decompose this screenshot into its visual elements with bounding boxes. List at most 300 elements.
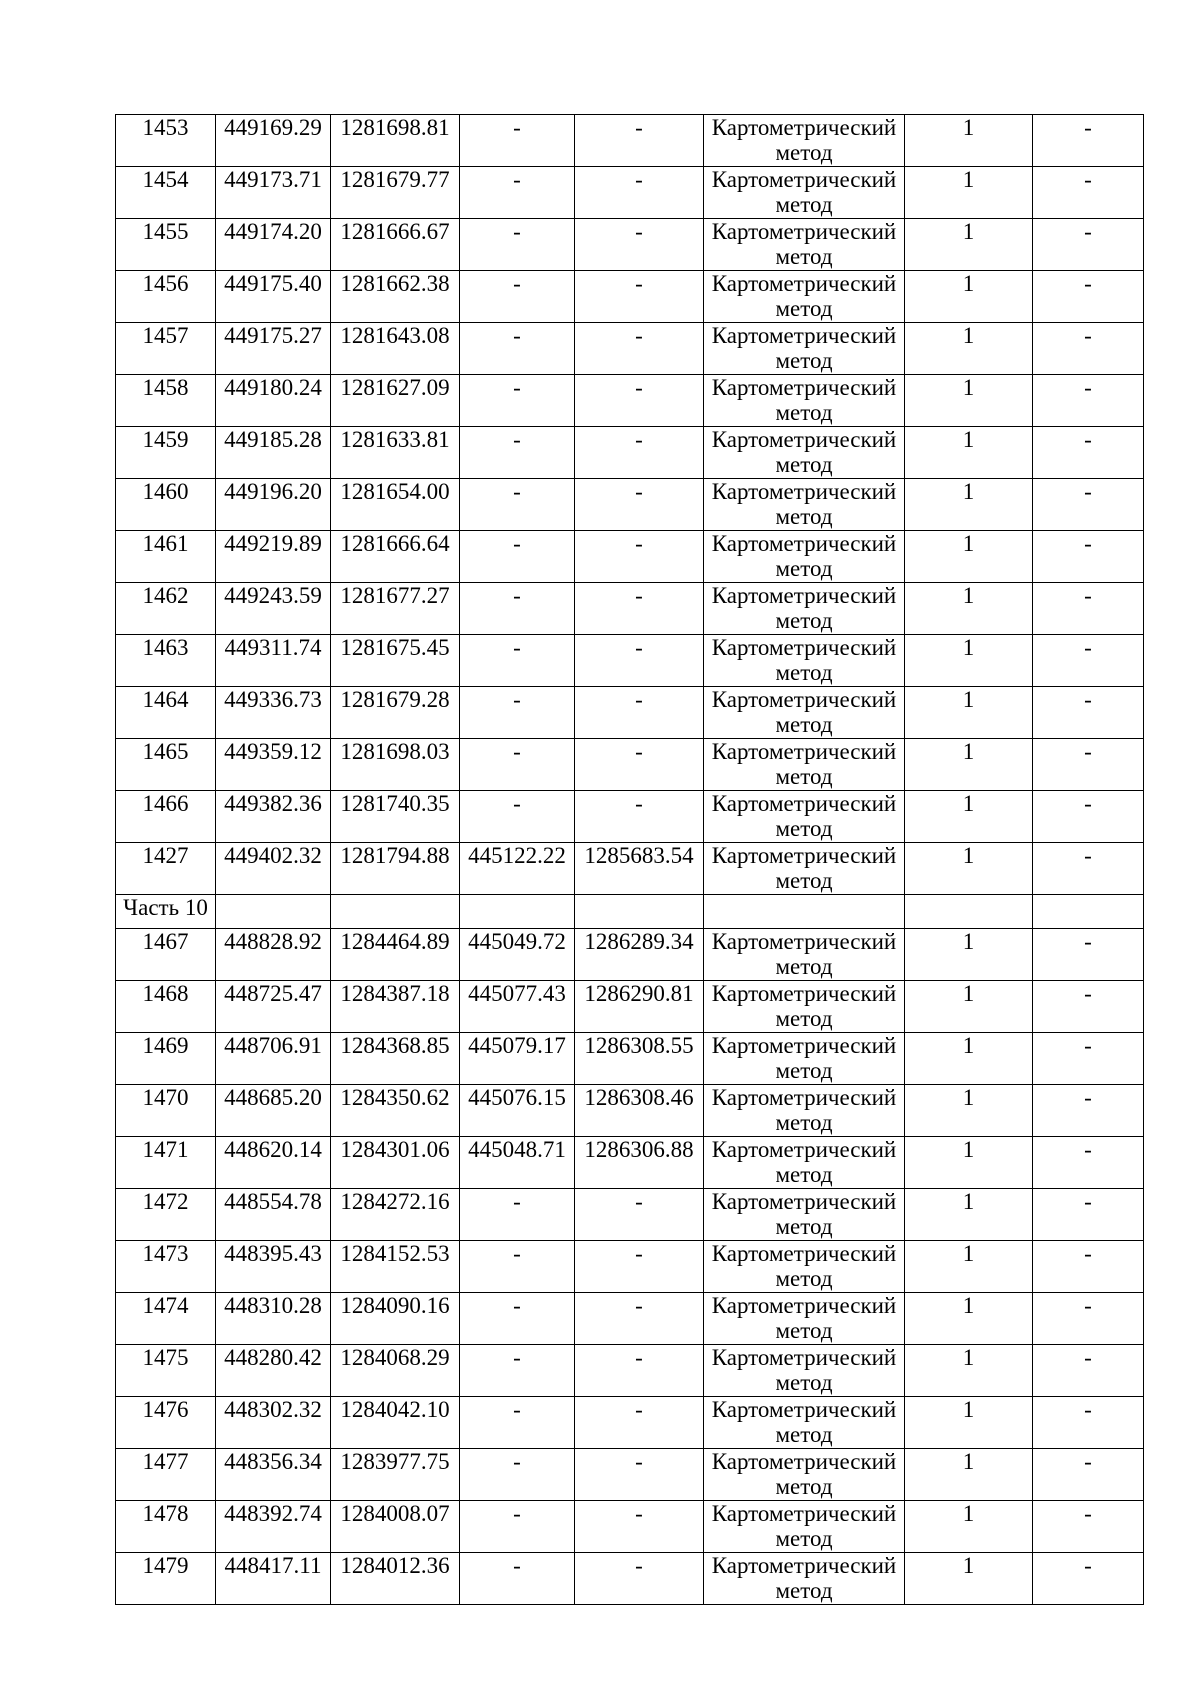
method-line-1: Картометрический [711, 323, 897, 348]
y2-coordinate-cell: - [575, 323, 704, 375]
y2-coordinate-cell: - [575, 1553, 704, 1605]
point-number-cell: 1471 [116, 1137, 216, 1189]
point-number-cell: 1459 [116, 427, 216, 479]
accuracy-cell: 1 [905, 1137, 1033, 1189]
note-cell: - [1033, 1501, 1144, 1553]
y-coordinate-cell: 1284301.06 [331, 1137, 460, 1189]
x2-coordinate-cell: - [460, 1241, 575, 1293]
method-line-1: Картометрический [711, 115, 897, 140]
y2-coordinate-cell: - [575, 687, 704, 739]
y2-coordinate-cell: - [575, 1397, 704, 1449]
y-coordinate-cell: 1284387.18 [331, 981, 460, 1033]
y-coordinate-cell: 1284368.85 [331, 1033, 460, 1085]
note-cell: - [1033, 115, 1144, 167]
x2-coordinate-cell: - [460, 323, 575, 375]
x2-coordinate-cell: - [460, 583, 575, 635]
method-line-2: метод [775, 1422, 833, 1447]
method-line-1: Картометрический [711, 271, 897, 296]
point-number-cell: 1468 [116, 981, 216, 1033]
accuracy-cell: 1 [905, 531, 1033, 583]
point-number-cell: 1464 [116, 687, 216, 739]
y-coordinate-cell: 1284068.29 [331, 1345, 460, 1397]
method-line-1: Картометрический [711, 1085, 897, 1110]
table-row [116, 375, 1144, 427]
x2-coordinate-cell: - [460, 1553, 575, 1605]
y-coordinate-cell: 1281627.09 [331, 375, 460, 427]
y-coordinate-cell: 1281643.08 [331, 323, 460, 375]
method-cell [704, 271, 905, 323]
method-cell [704, 1085, 905, 1137]
x2-coordinate-cell: - [460, 219, 575, 271]
accuracy-cell: 1 [905, 791, 1033, 843]
y2-coordinate-cell: - [575, 271, 704, 323]
method-line-2: метод [775, 348, 833, 373]
point-number-cell: 1476 [116, 1397, 216, 1449]
method-line-2: метод [775, 608, 833, 633]
method-line-2: метод [775, 1058, 833, 1083]
method-line-1: Картометрический [711, 635, 897, 660]
y-coordinate-cell: 1281677.27 [331, 583, 460, 635]
point-number-cell: 1465 [116, 739, 216, 791]
method-line-1: Картометрический [711, 167, 897, 192]
x2-coordinate-cell: - [460, 531, 575, 583]
method-cell [704, 1033, 905, 1085]
y-coordinate-cell: 1284272.16 [331, 1189, 460, 1241]
x-coordinate-cell: 449175.27 [216, 323, 331, 375]
note-cell: - [1033, 1189, 1144, 1241]
table-row [116, 791, 1144, 843]
note-cell: - [1033, 635, 1144, 687]
x2-coordinate-cell: - [460, 635, 575, 687]
note-cell: - [1033, 531, 1144, 583]
y-coordinate-cell: 1281794.88 [331, 843, 460, 895]
table-row [116, 1397, 1144, 1449]
y-coordinate-cell: 1284350.62 [331, 1085, 460, 1137]
y2-coordinate-cell: - [575, 1189, 704, 1241]
method-line-1: Картометрический [711, 375, 897, 400]
point-number-cell: 1475 [116, 1345, 216, 1397]
accuracy-cell: 1 [905, 583, 1033, 635]
accuracy-cell: 1 [905, 167, 1033, 219]
y-coordinate-cell: 1283977.75 [331, 1449, 460, 1501]
y2-coordinate-cell: - [575, 375, 704, 427]
x2-coordinate-cell: 445048.71 [460, 1137, 575, 1189]
note-cell: - [1033, 981, 1144, 1033]
method-line-1: Картометрический [711, 1137, 897, 1162]
y2-coordinate-cell: - [575, 219, 704, 271]
y2-coordinate-cell: - [575, 739, 704, 791]
point-number-cell: 1469 [116, 1033, 216, 1085]
point-number-cell: 1458 [116, 375, 216, 427]
x2-coordinate-cell: 445079.17 [460, 1033, 575, 1085]
empty-cell [331, 895, 460, 929]
accuracy-cell: 1 [905, 479, 1033, 531]
note-cell: - [1033, 843, 1144, 895]
x-coordinate-cell: 449180.24 [216, 375, 331, 427]
point-number-cell: 1478 [116, 1501, 216, 1553]
x2-coordinate-cell: - [460, 791, 575, 843]
method-cell [704, 1501, 905, 1553]
point-number-cell: 1473 [116, 1241, 216, 1293]
method-line-2: метод [775, 400, 833, 425]
y2-coordinate-cell: 1286308.55 [575, 1033, 704, 1085]
table-row [116, 531, 1144, 583]
x-coordinate-cell: 448395.43 [216, 1241, 331, 1293]
note-cell: - [1033, 1085, 1144, 1137]
accuracy-cell: 1 [905, 1189, 1033, 1241]
method-line-1: Картометрический [711, 791, 897, 816]
y2-coordinate-cell: - [575, 1345, 704, 1397]
x2-coordinate-cell: - [460, 1397, 575, 1449]
table-row [116, 479, 1144, 531]
x2-coordinate-cell: - [460, 167, 575, 219]
method-line-2: метод [775, 1266, 833, 1291]
point-number-cell: 1455 [116, 219, 216, 271]
method-line-2: метод [775, 140, 833, 165]
y-coordinate-cell: 1281679.28 [331, 687, 460, 739]
x2-coordinate-cell: - [460, 687, 575, 739]
x-coordinate-cell: 448302.32 [216, 1397, 331, 1449]
accuracy-cell: 1 [905, 427, 1033, 479]
y2-coordinate-cell: - [575, 531, 704, 583]
table-row [116, 1501, 1144, 1553]
point-number-cell: 1457 [116, 323, 216, 375]
note-cell: - [1033, 1449, 1144, 1501]
method-line-2: метод [775, 660, 833, 685]
method-cell [704, 843, 905, 895]
method-line-1: Картометрический [711, 981, 897, 1006]
table-row [116, 739, 1144, 791]
x2-coordinate-cell: - [460, 1189, 575, 1241]
y-coordinate-cell: 1284464.89 [331, 929, 460, 981]
point-number-cell: 1461 [116, 531, 216, 583]
y2-coordinate-cell: - [575, 1293, 704, 1345]
method-line-2: метод [775, 954, 833, 979]
x-coordinate-cell: 449243.59 [216, 583, 331, 635]
method-line-2: метод [775, 816, 833, 841]
x-coordinate-cell: 449336.73 [216, 687, 331, 739]
table-row [116, 1137, 1144, 1189]
note-cell: - [1033, 479, 1144, 531]
method-cell [704, 167, 905, 219]
accuracy-cell: 1 [905, 1033, 1033, 1085]
method-line-1: Картометрический [711, 583, 897, 608]
note-cell: - [1033, 271, 1144, 323]
method-cell [704, 323, 905, 375]
accuracy-cell: 1 [905, 1085, 1033, 1137]
x-coordinate-cell: 448554.78 [216, 1189, 331, 1241]
method-cell [704, 739, 905, 791]
y-coordinate-cell: 1284090.16 [331, 1293, 460, 1345]
method-cell [704, 115, 905, 167]
y-coordinate-cell: 1281654.00 [331, 479, 460, 531]
method-cell [704, 981, 905, 1033]
accuracy-cell: 1 [905, 1553, 1033, 1605]
y2-coordinate-cell: - [575, 791, 704, 843]
note-cell: - [1033, 427, 1144, 479]
x2-coordinate-cell: 445122.22 [460, 843, 575, 895]
note-cell: - [1033, 1033, 1144, 1085]
method-line-2: метод [775, 868, 833, 893]
method-line-2: метод [775, 1318, 833, 1343]
coordinates-table [115, 114, 1144, 1605]
x2-coordinate-cell: - [460, 1449, 575, 1501]
x-coordinate-cell: 448685.20 [216, 1085, 331, 1137]
x-coordinate-cell: 448620.14 [216, 1137, 331, 1189]
accuracy-cell: 1 [905, 115, 1033, 167]
accuracy-cell: 1 [905, 1397, 1033, 1449]
note-cell: - [1033, 1293, 1144, 1345]
empty-cell [1033, 895, 1144, 929]
note-cell: - [1033, 1553, 1144, 1605]
y2-coordinate-cell: - [575, 115, 704, 167]
method-line-2: метод [775, 1526, 833, 1551]
table-row [116, 323, 1144, 375]
y2-coordinate-cell: - [575, 1501, 704, 1553]
y2-coordinate-cell: - [575, 479, 704, 531]
x-coordinate-cell: 448310.28 [216, 1293, 331, 1345]
x-coordinate-cell: 448828.92 [216, 929, 331, 981]
y2-coordinate-cell: - [575, 635, 704, 687]
method-line-1: Картометрический [711, 1033, 897, 1058]
accuracy-cell: 1 [905, 929, 1033, 981]
note-cell: - [1033, 323, 1144, 375]
y2-coordinate-cell: - [575, 1449, 704, 1501]
table-row [116, 635, 1144, 687]
accuracy-cell: 1 [905, 1501, 1033, 1553]
x2-coordinate-cell: - [460, 739, 575, 791]
method-line-1: Картометрический [711, 739, 897, 764]
method-line-2: метод [775, 192, 833, 217]
x-coordinate-cell: 448356.34 [216, 1449, 331, 1501]
x-coordinate-cell: 448280.42 [216, 1345, 331, 1397]
method-line-1: Картометрический [711, 843, 897, 868]
x-coordinate-cell: 449185.28 [216, 427, 331, 479]
y2-coordinate-cell: - [575, 1241, 704, 1293]
point-number-cell: 1479 [116, 1553, 216, 1605]
method-line-2: метод [775, 504, 833, 529]
method-line-1: Картометрический [711, 929, 897, 954]
table-row [116, 1449, 1144, 1501]
method-cell [704, 1241, 905, 1293]
method-cell [704, 791, 905, 843]
x-coordinate-cell: 449359.12 [216, 739, 331, 791]
empty-cell [575, 895, 704, 929]
x-coordinate-cell: 449382.36 [216, 791, 331, 843]
y-coordinate-cell: 1281698.81 [331, 115, 460, 167]
x-coordinate-cell: 449173.71 [216, 167, 331, 219]
accuracy-cell: 1 [905, 375, 1033, 427]
method-line-2: метод [775, 452, 833, 477]
accuracy-cell: 1 [905, 843, 1033, 895]
x-coordinate-cell: 448417.11 [216, 1553, 331, 1605]
method-cell [704, 1189, 905, 1241]
accuracy-cell: 1 [905, 1449, 1033, 1501]
method-line-2: метод [775, 1578, 833, 1603]
x-coordinate-cell: 449175.40 [216, 271, 331, 323]
method-line-1: Картометрический [711, 1501, 897, 1526]
note-cell: - [1033, 1241, 1144, 1293]
y-coordinate-cell: 1284008.07 [331, 1501, 460, 1553]
table-body [116, 115, 1144, 1605]
method-line-1: Картометрический [711, 687, 897, 712]
table-row [116, 1085, 1144, 1137]
empty-cell [905, 895, 1033, 929]
note-cell: - [1033, 687, 1144, 739]
method-line-2: метод [775, 1110, 833, 1135]
y-coordinate-cell: 1281740.35 [331, 791, 460, 843]
x-coordinate-cell: 449402.32 [216, 843, 331, 895]
method-cell [704, 1397, 905, 1449]
method-line-1: Картометрический [711, 1553, 897, 1578]
part-label: Часть 10 [116, 895, 216, 929]
x2-coordinate-cell: - [460, 115, 575, 167]
method-line-2: метод [775, 764, 833, 789]
note-cell: - [1033, 1397, 1144, 1449]
table-row [116, 843, 1144, 895]
method-cell [704, 635, 905, 687]
table-row [116, 1293, 1144, 1345]
method-cell [704, 479, 905, 531]
method-line-1: Картометрический [711, 1449, 897, 1474]
y-coordinate-cell: 1281666.64 [331, 531, 460, 583]
method-cell [704, 687, 905, 739]
x2-coordinate-cell: 445049.72 [460, 929, 575, 981]
y2-coordinate-cell: - [575, 167, 704, 219]
x-coordinate-cell: 448392.74 [216, 1501, 331, 1553]
accuracy-cell: 1 [905, 271, 1033, 323]
method-cell [704, 929, 905, 981]
point-number-cell: 1470 [116, 1085, 216, 1137]
point-number-cell: 1454 [116, 167, 216, 219]
method-line-1: Картометрический [711, 479, 897, 504]
y-coordinate-cell: 1281698.03 [331, 739, 460, 791]
table-row [116, 115, 1144, 167]
accuracy-cell: 1 [905, 687, 1033, 739]
point-number-cell: 1453 [116, 115, 216, 167]
note-cell: - [1033, 791, 1144, 843]
method-line-2: метод [775, 244, 833, 269]
note-cell: - [1033, 167, 1144, 219]
point-number-cell: 1477 [116, 1449, 216, 1501]
method-line-2: метод [775, 1370, 833, 1395]
y2-coordinate-cell: 1286289.34 [575, 929, 704, 981]
note-cell: - [1033, 1137, 1144, 1189]
accuracy-cell: 1 [905, 739, 1033, 791]
point-number-cell: 1460 [116, 479, 216, 531]
method-line-1: Картометрический [711, 1241, 897, 1266]
point-number-cell: 1456 [116, 271, 216, 323]
y2-coordinate-cell: 1286290.81 [575, 981, 704, 1033]
x-coordinate-cell: 449196.20 [216, 479, 331, 531]
x2-coordinate-cell: - [460, 427, 575, 479]
accuracy-cell: 1 [905, 219, 1033, 271]
table-row [116, 981, 1144, 1033]
method-line-2: метод [775, 712, 833, 737]
table-row [116, 427, 1144, 479]
table-row [116, 1241, 1144, 1293]
y-coordinate-cell: 1284152.53 [331, 1241, 460, 1293]
method-cell [704, 375, 905, 427]
method-line-1: Картометрический [711, 219, 897, 244]
accuracy-cell: 1 [905, 1293, 1033, 1345]
method-line-2: метод [775, 296, 833, 321]
x2-coordinate-cell: - [460, 1345, 575, 1397]
x-coordinate-cell: 449169.29 [216, 115, 331, 167]
table-row [116, 219, 1144, 271]
point-number-cell: 1467 [116, 929, 216, 981]
method-line-2: метод [775, 1474, 833, 1499]
method-cell [704, 531, 905, 583]
table-row [116, 1033, 1144, 1085]
point-number-cell: 1427 [116, 843, 216, 895]
x2-coordinate-cell: - [460, 271, 575, 323]
note-cell: - [1033, 219, 1144, 271]
point-number-cell: 1472 [116, 1189, 216, 1241]
accuracy-cell: 1 [905, 635, 1033, 687]
note-cell: - [1033, 375, 1144, 427]
table-row [116, 271, 1144, 323]
table-row [116, 929, 1144, 981]
method-cell [704, 1449, 905, 1501]
table-row [116, 687, 1144, 739]
x-coordinate-cell: 448725.47 [216, 981, 331, 1033]
method-cell [704, 1553, 905, 1605]
method-line-1: Картометрический [711, 427, 897, 452]
method-cell [704, 1137, 905, 1189]
method-line-2: метод [775, 556, 833, 581]
y-coordinate-cell: 1281633.81 [331, 427, 460, 479]
empty-cell [460, 895, 575, 929]
method-cell [704, 583, 905, 635]
method-cell [704, 219, 905, 271]
note-cell: - [1033, 583, 1144, 635]
x2-coordinate-cell: - [460, 1293, 575, 1345]
y2-coordinate-cell: 1285683.54 [575, 843, 704, 895]
method-line-2: метод [775, 1214, 833, 1239]
x2-coordinate-cell: - [460, 1501, 575, 1553]
y2-coordinate-cell: - [575, 427, 704, 479]
note-cell: - [1033, 1345, 1144, 1397]
y-coordinate-cell: 1284012.36 [331, 1553, 460, 1605]
y-coordinate-cell: 1281666.67 [331, 219, 460, 271]
x2-coordinate-cell: - [460, 375, 575, 427]
x-coordinate-cell: 448706.91 [216, 1033, 331, 1085]
table-row [116, 1189, 1144, 1241]
table-row [116, 1345, 1144, 1397]
y2-coordinate-cell: 1286306.88 [575, 1137, 704, 1189]
accuracy-cell: 1 [905, 1241, 1033, 1293]
method-line-1: Картометрический [711, 1189, 897, 1214]
x-coordinate-cell: 449174.20 [216, 219, 331, 271]
method-cell [704, 1293, 905, 1345]
note-cell: - [1033, 929, 1144, 981]
method-line-1: Картометрический [711, 1345, 897, 1370]
note-cell: - [1033, 739, 1144, 791]
table-row [116, 583, 1144, 635]
x-coordinate-cell: 449311.74 [216, 635, 331, 687]
x2-coordinate-cell: - [460, 479, 575, 531]
method-line-2: метод [775, 1162, 833, 1187]
point-number-cell: 1462 [116, 583, 216, 635]
y-coordinate-cell: 1284042.10 [331, 1397, 460, 1449]
accuracy-cell: 1 [905, 1345, 1033, 1397]
method-line-2: метод [775, 1006, 833, 1031]
method-line-1: Картометрический [711, 1397, 897, 1422]
y-coordinate-cell: 1281679.77 [331, 167, 460, 219]
y-coordinate-cell: 1281662.38 [331, 271, 460, 323]
method-line-1: Картометрический [711, 531, 897, 556]
